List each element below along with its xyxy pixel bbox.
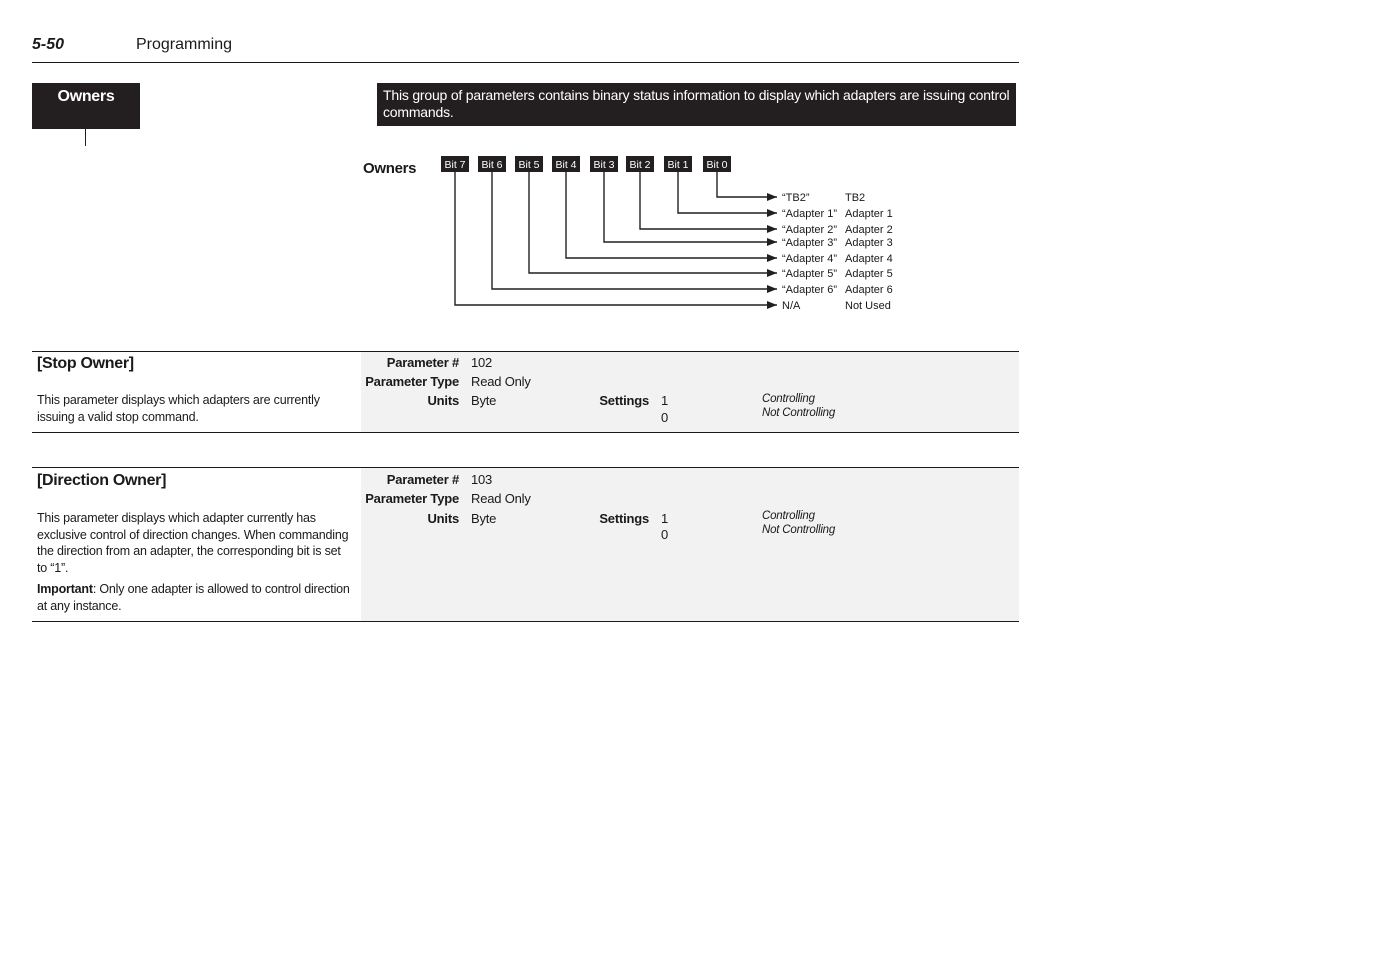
bit-label: Bit 6 <box>481 159 503 171</box>
bit-connector-line <box>492 172 777 289</box>
direction-owner-setting-value: 0 <box>661 527 669 542</box>
bit-connector-line <box>566 172 777 258</box>
direction-owner-setting-meaning: Controlling <box>762 510 815 522</box>
stop-owner-title: [Stop Owner] <box>37 355 134 372</box>
stop-owner-bottom-rule <box>32 432 1019 433</box>
page-number: 5-50 <box>32 36 65 53</box>
output-code: N/A <box>782 300 801 312</box>
stop-owner-param-label: Parameter # <box>386 355 459 370</box>
output-name: Adapter 6 <box>845 284 893 296</box>
direction-owner-units-label: Units <box>427 511 459 526</box>
bit-box <box>552 156 580 172</box>
stop-owner-setting-value: 1 <box>661 393 669 408</box>
direction-owner-type-value: Read Only <box>471 491 531 506</box>
direction-owner-units-value: Byte <box>471 511 497 526</box>
output-name: Not Used <box>845 300 891 312</box>
bit-connector-line <box>455 172 777 305</box>
direction-owner-description: This parameter displays which adapter currently has exclusive control of direction changes. When commanding the direction from an adapter, the corresponding bit is set to “1”. <box>37 511 349 575</box>
stop-owner-type-label: Parameter Type <box>365 374 459 389</box>
owners-bit-diagram <box>0 0 1382 330</box>
bit-box <box>664 156 692 172</box>
bit-box <box>703 156 731 172</box>
owners-diagram-label: Owners <box>363 160 417 177</box>
section-title: Programming <box>136 36 233 53</box>
output-code: “Adapter 4” <box>782 253 838 265</box>
bit-box <box>515 156 543 172</box>
direction-owner-type-label: Parameter Type <box>365 491 459 506</box>
stop-owner-param-value: 102 <box>471 355 493 370</box>
bit-box <box>590 156 618 172</box>
direction-owner-title: [Direction Owner] <box>37 472 167 489</box>
bit-connector-line <box>717 172 777 197</box>
important-text: : Only one adapter is allowed to control direction at any instance. <box>37 582 350 613</box>
direction-owner-spec-panel <box>361 468 1019 621</box>
output-name: Adapter 4 <box>845 253 893 265</box>
direction-owner-param-value: 103 <box>471 472 493 487</box>
output-code: “Adapter 5” <box>782 268 838 280</box>
output-name: Adapter 3 <box>845 237 893 249</box>
output-code: “Adapter 2” <box>782 224 838 236</box>
output-name: TB2 <box>845 192 866 204</box>
output-code: “TB2” <box>782 192 810 204</box>
bit-connector-line <box>678 172 777 213</box>
bit-label: Bit 1 <box>667 159 689 171</box>
direction-owner-settings-label: Settings <box>599 511 649 526</box>
stop-owner-description: This parameter displays which adapters are currently issuing a valid stop command. <box>37 393 320 424</box>
direction-owner-important-note <box>37 581 352 614</box>
output-name: Adapter 5 <box>845 268 893 280</box>
output-name: Adapter 2 <box>845 224 893 236</box>
stop-owner-setting-meaning: Controlling <box>762 393 815 405</box>
output-code: “Adapter 1” <box>782 208 838 220</box>
group-description: This group of parameters contains binary status information to display which adapters are issuing control commands. <box>377 83 1016 126</box>
important-label: Important <box>37 582 93 596</box>
direction-owner-bottom-rule <box>32 621 1019 622</box>
bit-label: Bit 7 <box>444 159 466 171</box>
bit-box <box>441 156 469 172</box>
group-title: Owners <box>32 83 140 129</box>
stop-owner-setting-meaning: Not Controlling <box>762 407 836 419</box>
bit-connector-line <box>604 172 777 242</box>
bit-box <box>478 156 506 172</box>
bit-label: Bit 4 <box>555 159 577 171</box>
bit-label: Bit 5 <box>518 159 540 171</box>
stop-owner-setting-value: 0 <box>661 410 669 425</box>
output-name: Adapter 1 <box>845 208 893 220</box>
bit-label: Bit 2 <box>629 159 651 171</box>
stop-owner-units-label: Units <box>427 393 459 408</box>
direction-owner-setting-meaning: Not Controlling <box>762 524 836 536</box>
direction-owner-param-label: Parameter # <box>386 472 459 487</box>
stop-owner-settings-label: Settings <box>599 393 649 408</box>
output-code: “Adapter 3” <box>782 237 838 249</box>
bit-label: Bit 3 <box>593 159 615 171</box>
stop-owner-type-value: Read Only <box>471 374 531 389</box>
output-code: “Adapter 6” <box>782 284 838 296</box>
bit-connector-line <box>640 172 777 229</box>
stop-owner-spec-panel <box>361 352 1019 432</box>
stop-owner-units-value: Byte <box>471 393 497 408</box>
bit-box <box>626 156 654 172</box>
bit-label: Bit 0 <box>706 159 728 171</box>
direction-owner-setting-value: 1 <box>661 511 669 526</box>
